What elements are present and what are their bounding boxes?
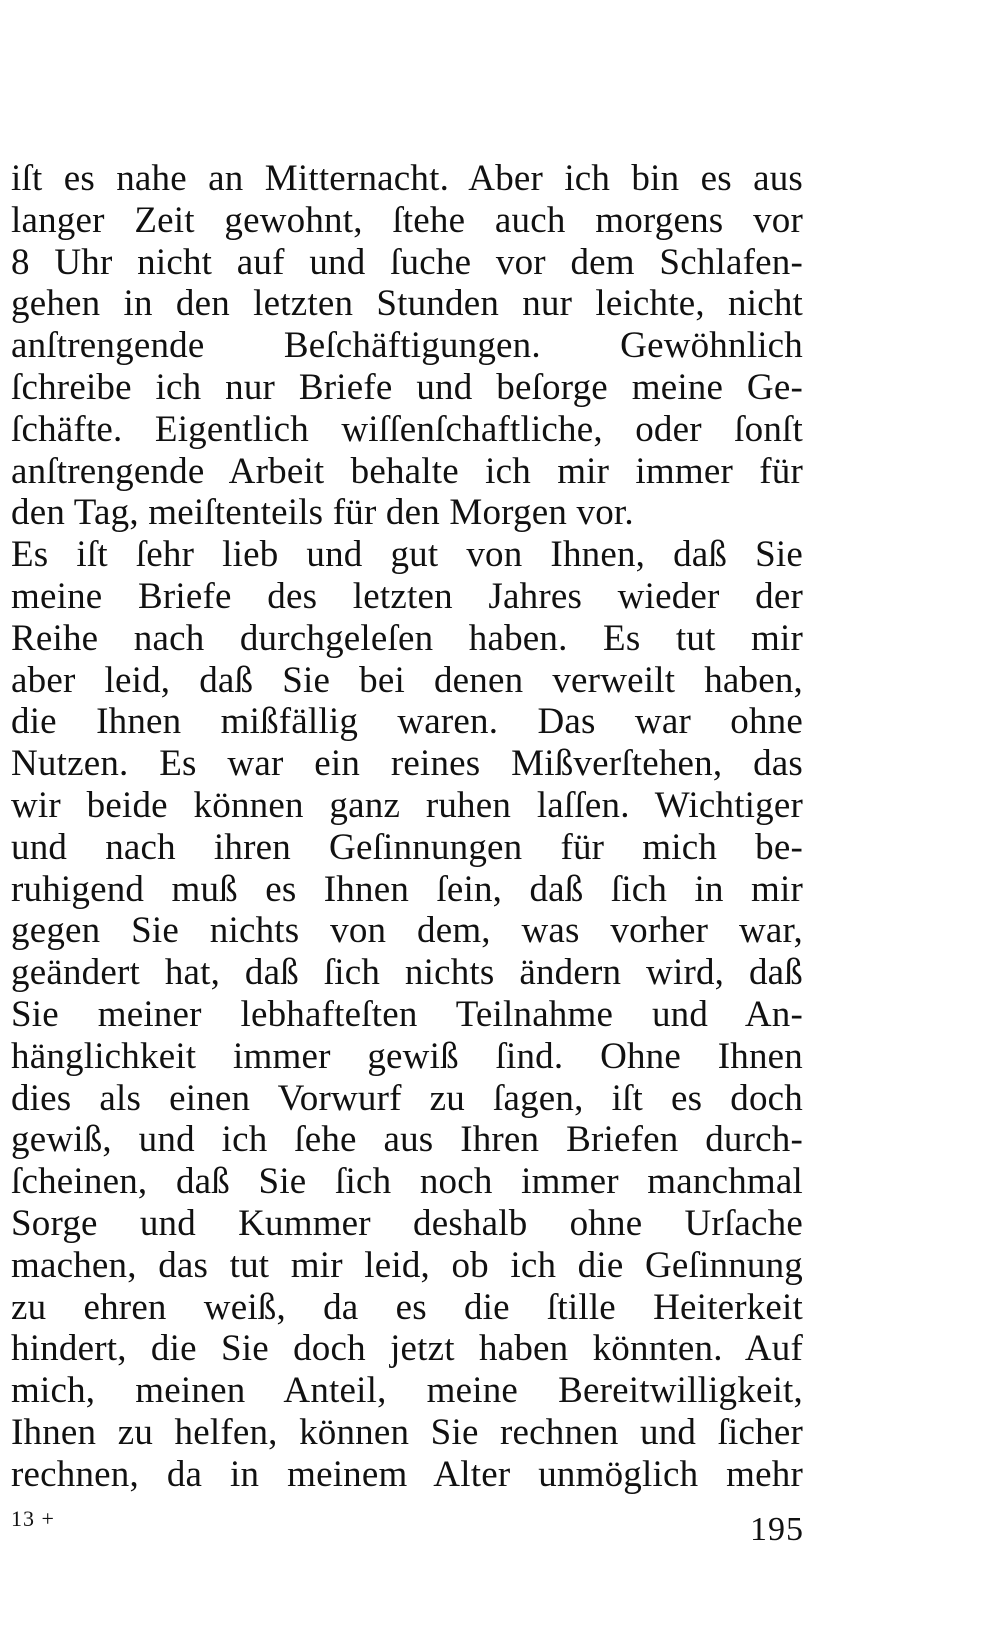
text-line: ruhigend muß es Ihnen ſein, daß ſich in mir (11, 868, 803, 910)
text-line: dies als einen Vorwurf zu ſagen, iſt es doch (11, 1077, 803, 1119)
page-number: 195 (750, 1511, 804, 1548)
text-line: Es iſt ſehr lieb und gut von Ihnen, daß Sie (11, 534, 803, 576)
text-line: ſcheinen, daß Sie ſich noch immer manchmal (11, 1161, 803, 1203)
text-line: ſchreibe ich nur Briefe und beſorge meine Ge- (11, 366, 803, 408)
text-line: anſtrengende Beſchäftigungen. Gewöhnlich (11, 325, 803, 367)
text-line: Reihe nach durchgeleſen haben. Es tut mir (11, 617, 803, 659)
text-line: Sie meiner lebhafteſten Teilnahme und An- (11, 993, 803, 1035)
text-line: meine Briefe des letzten Jahres wieder der (11, 575, 803, 617)
text-line: und nach ihren Geſinnungen für mich be- (11, 826, 803, 868)
text-line: anſtrengende Arbeit behalte ich mir immer für (11, 450, 803, 492)
text-line: Ihnen zu helfen, können Sie rechnen und ſicher (11, 1411, 803, 1453)
text-line: Sorge und Kummer deshalb ohne Urſache (11, 1202, 803, 1244)
text-line: gegen Sie nichts von dem, was vorher war, (11, 910, 803, 952)
text-line: aber leid, daß Sie bei denen verweilt haben, (11, 659, 803, 701)
text-line: langer Zeit gewohnt, ſtehe auch morgens vor (11, 199, 803, 241)
body-text (11, 158, 803, 1496)
text-line: gewiß, und ich ſehe aus Ihren Briefen durch- (11, 1119, 803, 1161)
text-line: iſt es nahe an Mitternacht. Aber ich bin es aus (11, 158, 803, 199)
text-line: den Tag, meiſtenteils für den Morgen vor. (11, 492, 634, 534)
text-line: die Ihnen mißfällig waren. Das war ohne (11, 701, 803, 743)
text-line: zu ehren weiß, da es die ſtille Heiterkeit (11, 1286, 803, 1328)
text-line: geändert hat, daß ſich nichts ändern wird, daß (11, 952, 803, 994)
text-line: gehen in den letzten Stunden nur leichte, nicht (11, 283, 803, 325)
text-line: wir beide können ganz ruhen laſſen. Wichtiger (11, 784, 803, 826)
text-line: 8 Uhr nicht auf und ſuche vor dem Schlafen- (11, 241, 803, 283)
text-line: mich, meinen Anteil, meine Bereitwilligkeit, (11, 1370, 803, 1412)
text-line: machen, das tut mir leid, ob ich die Geſinnung (11, 1244, 803, 1286)
text-line: Nutzen. Es war ein reines Mißverſtehen, das (11, 743, 803, 785)
signature-mark: 13 + (11, 1506, 55, 1531)
text-line: hindert, die Sie doch jetzt haben könnten. Auf (11, 1328, 803, 1370)
text-line: ſchäfte. Eigentlich wiſſenſchaftliche, oder ſonſt (11, 408, 803, 450)
text-line: hänglichkeit immer gewiß ſind. Ohne Ihnen (11, 1035, 803, 1077)
text-line: rechnen, da in meinem Alter unmöglich mehr (11, 1453, 803, 1495)
